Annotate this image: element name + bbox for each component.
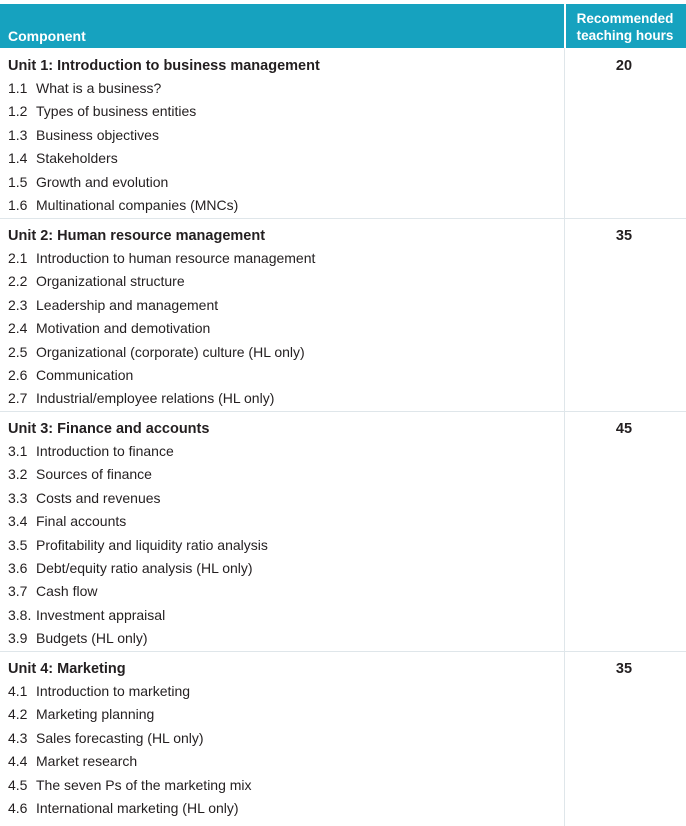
unit-title: Unit 4: Marketing [8, 661, 126, 677]
topic-number: 3.9 [8, 630, 28, 647]
topic-label: Organizational (corporate) culture (HL only) [36, 343, 305, 360]
topic-number: 4.1 [8, 683, 28, 699]
topic-label: Investment appraisal [36, 606, 166, 623]
topic-number: 3.1 [8, 443, 28, 459]
unit-hours: 45 [615, 421, 633, 437]
topic-number: 4.3 [8, 729, 28, 746]
topic-item [8, 800, 239, 816]
unit-title: Unit 2: Human resource management [8, 228, 266, 244]
topic-number: 2.2 [8, 273, 28, 290]
topic-number: 2.1 [8, 250, 28, 266]
topic-number: 4.5 [8, 776, 28, 793]
topic-label: Business objectives [36, 126, 159, 143]
topic-number: 3.2 [8, 466, 28, 483]
topic-number: 1.5 [8, 173, 28, 190]
topic-item [8, 466, 152, 482]
topic-number: 3.5 [8, 536, 28, 553]
topic-item [8, 250, 315, 266]
unit-hours: 35 [615, 661, 633, 677]
topic-number: 3.8. [8, 606, 32, 623]
topic-label: Communication [36, 367, 134, 383]
topic-item [8, 127, 159, 143]
topic-number: 3.7 [8, 583, 28, 600]
topic-label: What is a business? [36, 80, 162, 96]
topic-item [8, 753, 137, 769]
topic-item [8, 683, 190, 699]
topic-number: 2.4 [8, 320, 28, 337]
topic-label: Organizational structure [36, 273, 185, 290]
topic-label: Costs and revenues [36, 489, 161, 506]
topic-item [8, 150, 118, 166]
topic-item [8, 443, 174, 459]
topic-item [8, 490, 161, 506]
topic-label: Profitability and liquidity ratio analysis [36, 536, 268, 553]
unit-title: Unit 1: Introduction to business management [8, 58, 320, 74]
topic-item [8, 560, 253, 576]
topic-label: The seven Ps of the marketing mix [36, 776, 252, 793]
topic-label: Multinational companies (MNCs) [36, 197, 239, 213]
topic-label: Introduction to human resource management [36, 250, 316, 266]
topic-label: Growth and evolution [36, 173, 169, 190]
topic-number: 2.7 [8, 390, 28, 407]
topic-item [8, 583, 97, 599]
topic-number: 3.4 [8, 513, 28, 530]
table-header [0, 4, 686, 48]
topic-number: 1.3 [8, 126, 28, 143]
topic-label: Industrial/employee relations (HL only) [36, 390, 275, 407]
topic-label: Sources of finance [36, 466, 152, 483]
topic-number: 1.1 [8, 80, 28, 96]
topic-item [8, 174, 168, 190]
unit-hours: 35 [615, 228, 633, 244]
topic-label: Leadership and management [36, 296, 219, 313]
topic-item [8, 367, 133, 383]
topic-item [8, 103, 196, 119]
topic-item [8, 344, 305, 360]
topic-label: Types of business entities [36, 103, 197, 120]
row-divider [0, 411, 686, 412]
topic-label: Final accounts [36, 513, 127, 530]
topic-item [8, 197, 238, 213]
hours-column-header [566, 10, 684, 44]
topic-number: 4.2 [8, 706, 28, 723]
topic-number: 1.4 [8, 150, 28, 167]
topic-number: 3.3 [8, 489, 28, 506]
topic-label: Stakeholders [36, 150, 118, 167]
topic-label: Introduction to finance [36, 443, 174, 459]
topic-number: 2.3 [8, 296, 28, 313]
topic-label: Debt/equity ratio analysis (HL only) [36, 560, 253, 576]
topic-item [8, 730, 204, 746]
topic-label: Marketing planning [36, 706, 155, 723]
topic-item [8, 80, 161, 96]
topic-item [8, 777, 252, 793]
topic-item [8, 706, 154, 722]
component-column-header: Component [8, 28, 86, 44]
topic-label: Introduction to marketing [36, 683, 191, 699]
topic-label: Sales forecasting (HL only) [36, 729, 204, 746]
topic-label: Motivation and demotivation [36, 320, 211, 337]
hours-header-line1: Recommended [576, 11, 674, 26]
topic-item [8, 513, 126, 529]
topic-item [8, 320, 210, 336]
column-divider [564, 48, 565, 826]
topic-label: International marketing (HL only) [36, 800, 239, 816]
topic-number: 2.5 [8, 343, 28, 360]
topic-item [8, 297, 218, 313]
topic-label: Market research [36, 753, 138, 770]
topic-number: 1.6 [8, 197, 28, 213]
topic-item [8, 537, 268, 553]
topic-item [8, 273, 185, 289]
topic-number: 4.4 [8, 753, 28, 770]
unit-hours: 20 [615, 58, 633, 74]
topic-label: Budgets (HL only) [36, 630, 148, 647]
topic-number: 3.6 [8, 560, 28, 576]
unit-title: Unit 3: Finance and accounts [8, 421, 210, 437]
topic-item [8, 630, 148, 646]
row-divider [0, 218, 686, 219]
row-divider [0, 651, 686, 652]
topic-number: 1.2 [8, 103, 28, 120]
topic-label: Cash flow [36, 583, 98, 600]
topic-item [8, 607, 165, 623]
topic-number: 2.6 [8, 367, 28, 383]
topic-item [8, 390, 274, 406]
topic-number: 4.6 [8, 800, 28, 816]
hours-header-line2: teaching hours [576, 28, 674, 43]
